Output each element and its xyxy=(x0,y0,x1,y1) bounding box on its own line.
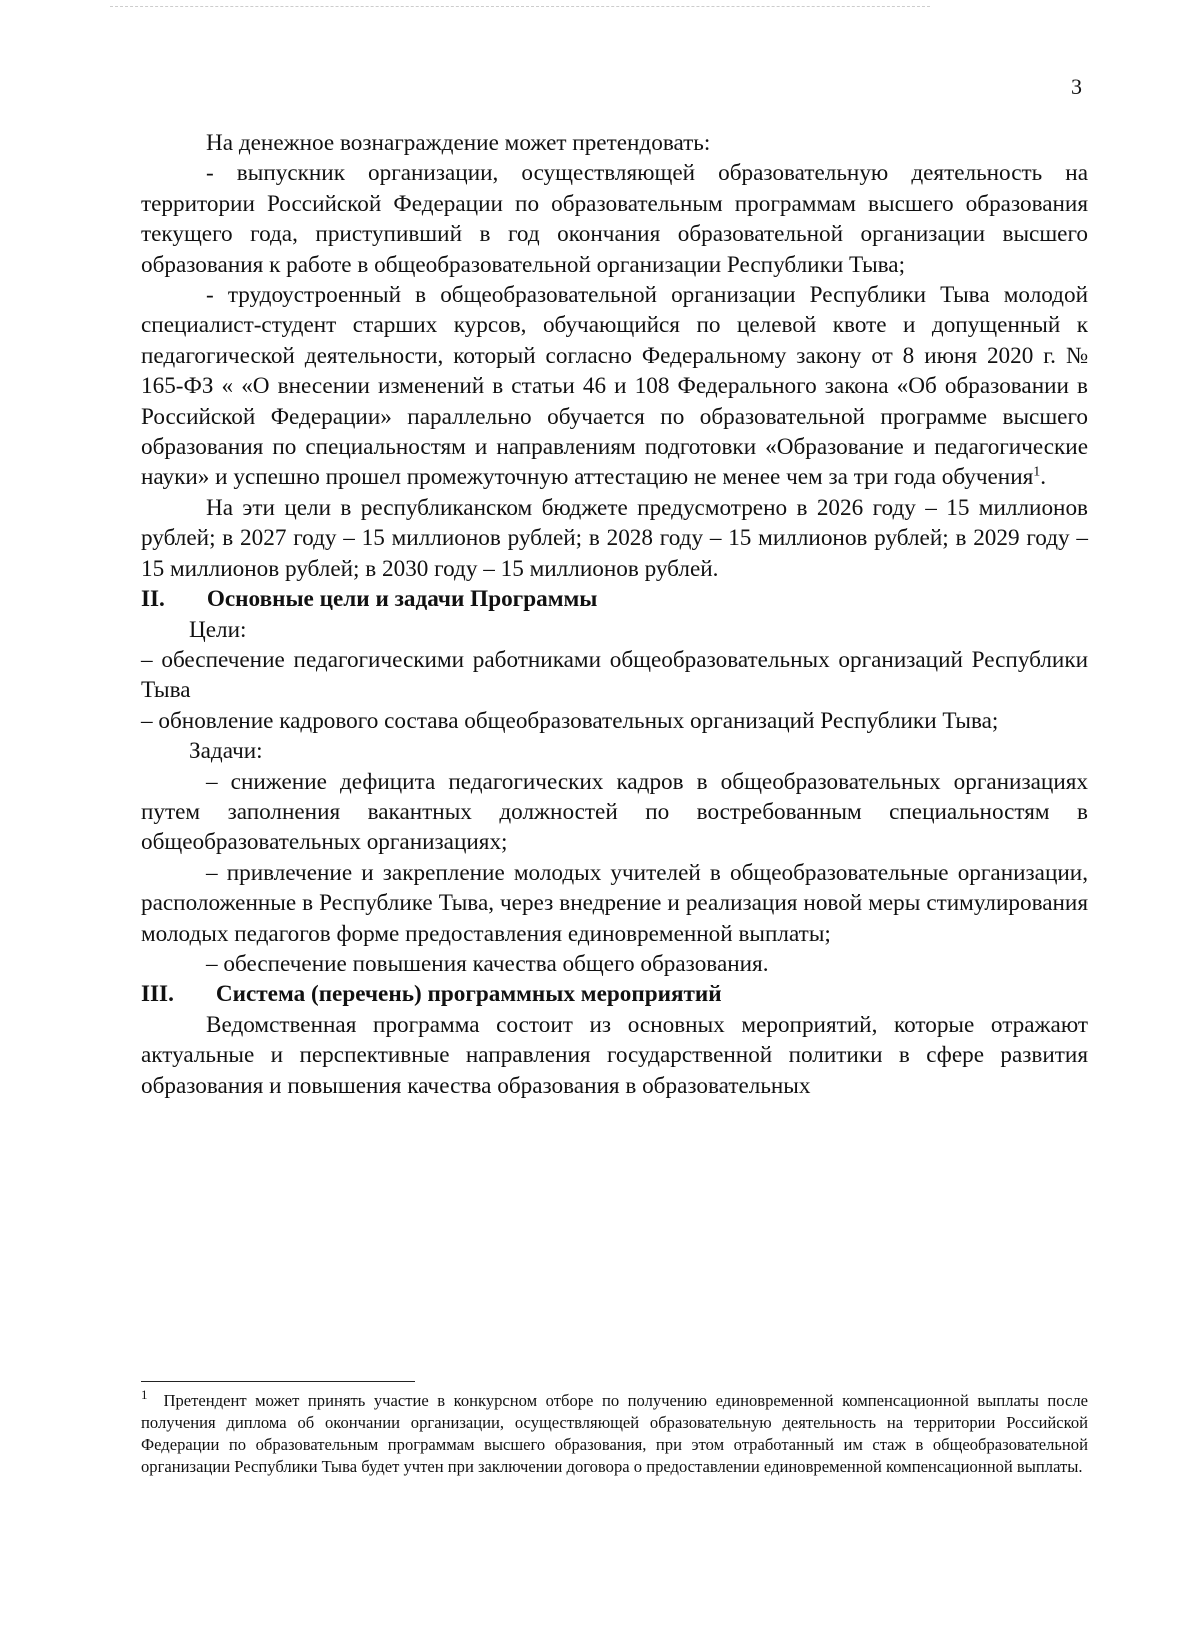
footnote-separator xyxy=(141,1381,415,1382)
footnote-text-block xyxy=(141,1387,1088,1478)
goals-label: Цели: xyxy=(189,616,247,643)
section-3-number: III. xyxy=(141,981,174,1008)
goal-item-2: – обновление кадрового состава общеобразовательных организаций Республики Тыва; xyxy=(141,707,999,734)
tasks-label: Задачи: xyxy=(189,738,263,765)
budget-paragraph: На эти цели в республиканском бюджете предусмотрено в 2026 году – 15 миллионов рублей; в 2027 году – 15 миллионов рублей; в 2028 году – 15 миллионов рублей; в 2029 году – 15 миллионов рублей; в 2030 году – 15 миллионов рублей. xyxy=(141,494,1088,582)
section-2-title: Основные цели и задачи Программы xyxy=(206,586,598,613)
task-item-2: – привлечение и закрепление молодых учителей в общеобразовательные организации, расположенные в Республике Тыва, через внедрение и реализация новой меры стимулирования молодых педагогов форме предоставления единовременной выплаты; xyxy=(141,859,1088,947)
footnote-reference: 1 xyxy=(1033,464,1041,480)
footnote xyxy=(141,1387,1088,1478)
scan-artifact xyxy=(110,6,930,7)
footnote-mark: 1 xyxy=(141,1387,148,1403)
eligible-heading: На денежное вознаграждение может претендовать: xyxy=(206,130,711,156)
page-number: 3 xyxy=(1071,74,1082,99)
goal-item-1: – обеспечение педагогическими работниками общеобразовательных организаций Республики Тыва xyxy=(141,646,1088,704)
eligible-item-graduate: - выпускник организации, осуществляющей образовательную деятельность на территории Российской Федерации по образовательным программам высшего образования текущего года, приступивший в год окончания образовательной организации высшего образования к работе в общеобразовательной организации Республики Тыва; xyxy=(141,160,1088,278)
section-3-body: Ведомственная программа состоит из основных мероприятий, которые отражают актуальные и перспективные направления государственной политики в сфере развития образования и повышения качества образования в образовательных xyxy=(141,1011,1088,1099)
task-item-3: – обеспечение повышения качества общего образования. xyxy=(206,950,769,977)
eligible-item-student xyxy=(141,280,1088,493)
section-2-heading xyxy=(141,584,1088,614)
footnote-text: Претендент может принять участие в конкурсном отборе по получению единовременной компенсационной выплаты после получения диплома об окончании организации, осуществляющей образовательную деятельность на территории Российской Федерации по образовательным программам высшего образования, при этом отработанный им стаж в общеобразовательной организации Республики Тыва будет учтен при заключении договора о предоставлении единовременной компенсационной выплаты. xyxy=(141,1391,1088,1476)
section-3-heading xyxy=(141,979,1088,1009)
eligible-item-student-text: - трудоустроенный в общеобразовательной организации Республики Тыва молодой специалист-студент старших курсов, обучающийся по целевой квоте и допущенный к педагогической деятельности, который согласно Федеральному закону от 8 июня 2020 г. № 165-ФЗ « «О внесении изменений в статьи 46 и 108 Федерального закона «Об образовании в Российской Федерации» параллельно обучается по образовательной программе высшего образования по специальностям и направлениям подготовки «Образование и педагогические науки» и успешно прошел промежуточную аттестацию не менее чем за три года обучения xyxy=(141,282,1088,491)
section-2-number: II. xyxy=(141,586,165,613)
section-3-title: Система (перечень) программных мероприятий xyxy=(215,981,722,1008)
task-item-1: – снижение дефицита педагогических кадров в общеобразовательных организациях путем заполнения вакантных должностей по востребованным специальностям в общеобразовательных организациях; xyxy=(141,768,1088,856)
main-text xyxy=(141,128,1088,1101)
eligible-item-student-end: . xyxy=(1040,464,1047,491)
